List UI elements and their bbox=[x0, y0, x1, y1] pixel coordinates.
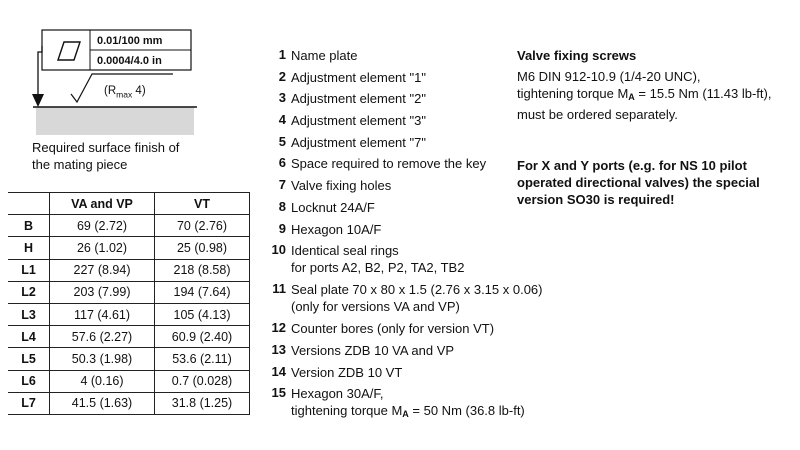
row-label: L1 bbox=[8, 259, 50, 281]
table-row bbox=[8, 348, 250, 370]
legend-item: 3 Adjustment element "2" bbox=[278, 90, 426, 107]
legend-item: 1 Name plate bbox=[278, 47, 358, 63]
cell-vt: 60.9 (2.40) bbox=[155, 326, 250, 348]
table-row bbox=[8, 215, 250, 237]
legend-item: 9 Hexagon 10A/F bbox=[278, 220, 382, 237]
dimension-table bbox=[8, 192, 250, 415]
cell-va-vp: 57.6 (2.27) bbox=[50, 326, 155, 348]
cell-vt: 53.6 (2.11) bbox=[155, 348, 250, 370]
cell-va-vp: 69 (2.72) bbox=[50, 215, 155, 237]
table-row bbox=[8, 392, 250, 414]
roughness-label: ($R_{max}$ 4) bbox=[104, 85, 146, 100]
cell-va-vp: 203 (7.99) bbox=[50, 281, 155, 303]
cell-vt: 218 (8.58) bbox=[155, 259, 250, 281]
row-label: B bbox=[8, 215, 50, 237]
cell-vt: 25 (0.98) bbox=[155, 237, 250, 259]
row-label: L5 bbox=[8, 348, 50, 370]
row-label: L4 bbox=[8, 326, 50, 348]
legend-item: 2 Adjustment element "1" bbox=[278, 68, 426, 85]
table-row bbox=[8, 303, 250, 325]
screws-heading: Valve fixing screws bbox=[517, 48, 637, 63]
cell-vt: 105 (4.13) bbox=[155, 303, 250, 325]
legend-item: 7 Valve fixing holes bbox=[278, 177, 392, 194]
tolerance-in: 0.0004/4.0 in bbox=[97, 55, 162, 67]
flatness-icon bbox=[58, 42, 80, 60]
parts-legend bbox=[268, 47, 543, 424]
row-label: L2 bbox=[8, 281, 50, 303]
header-cell: VT bbox=[155, 193, 250, 215]
leader-arrow bbox=[32, 94, 44, 107]
cell-vt: 70 (2.76) bbox=[155, 215, 250, 237]
cell-vt: 31.8 (1.25) bbox=[155, 392, 250, 414]
table-row bbox=[8, 259, 250, 281]
tolerance-mm: 0.01/100 mm bbox=[97, 35, 163, 47]
legend-item: 5 Adjustment element "7" bbox=[278, 133, 426, 150]
surface-caption: Required surface finish of the mating piece bbox=[32, 140, 180, 172]
table-row bbox=[8, 237, 250, 259]
row-label: L3 bbox=[8, 303, 50, 325]
legend-item: 13 Versions ZDB 10 VA and VP bbox=[271, 341, 455, 358]
table-row bbox=[8, 370, 250, 392]
valve-fixing-screws: Valve fixing screws M6 DIN 912-10.9 (1/4-20 UNC), tightening torque $M_A = 15.5$ Nm (11.43 lb-ft), must be ordered separately. bbox=[517, 47, 797, 123]
cell-va-vp: 41.5 (1.63) bbox=[50, 392, 155, 414]
mating-surface bbox=[36, 107, 194, 135]
legend-item: 8 Locknut 24A/F bbox=[278, 198, 375, 215]
legend-item: 15 Hexagon 30A/F, tightening torque $M_A = 50$ Nm (36.8 lb-ft) bbox=[271, 385, 525, 420]
table-header-row bbox=[8, 193, 250, 215]
legend-item: 11 Seal plate 70 x 80 x 1.5 (2.76 x 3.15 x 0.06) (only for versions VA and VP) bbox=[272, 281, 543, 315]
legend-item: 12 Counter bores (only for version VT) bbox=[271, 320, 495, 337]
cell-va-vp: 117 (4.61) bbox=[50, 303, 155, 325]
row-label: L6 bbox=[8, 370, 50, 392]
table-row bbox=[8, 281, 250, 303]
header-cell bbox=[8, 193, 50, 215]
cell-va-vp: 227 (8.94) bbox=[50, 259, 155, 281]
header-cell: VA and VP bbox=[50, 193, 155, 215]
legend-item: 14 Version ZDB 10 VT bbox=[271, 363, 403, 380]
row-label: H bbox=[8, 237, 50, 259]
cell-vt: 194 (7.64) bbox=[155, 281, 250, 303]
cell-va-vp: 26 (1.02) bbox=[50, 237, 155, 259]
cell-va-vp: 4 (0.16) bbox=[50, 370, 155, 392]
ports-note: For X and Y ports (e.g. for NS 10 pilot operated directional valves) the special version SO30 is required! bbox=[517, 158, 760, 207]
row-label: L7 bbox=[8, 392, 50, 414]
table-row bbox=[8, 326, 250, 348]
cell-vt: 0.7 (0.028) bbox=[155, 370, 250, 392]
legend-item: 6 Space required to remove the key bbox=[278, 155, 487, 172]
legend-item: 4 Adjustment element "3" bbox=[278, 112, 426, 129]
cell-va-vp: 50.3 (1.98) bbox=[50, 348, 155, 370]
legend-item: 10 Identical seal rings for ports A2, B2, P2, TA2, TB2 bbox=[271, 242, 465, 276]
